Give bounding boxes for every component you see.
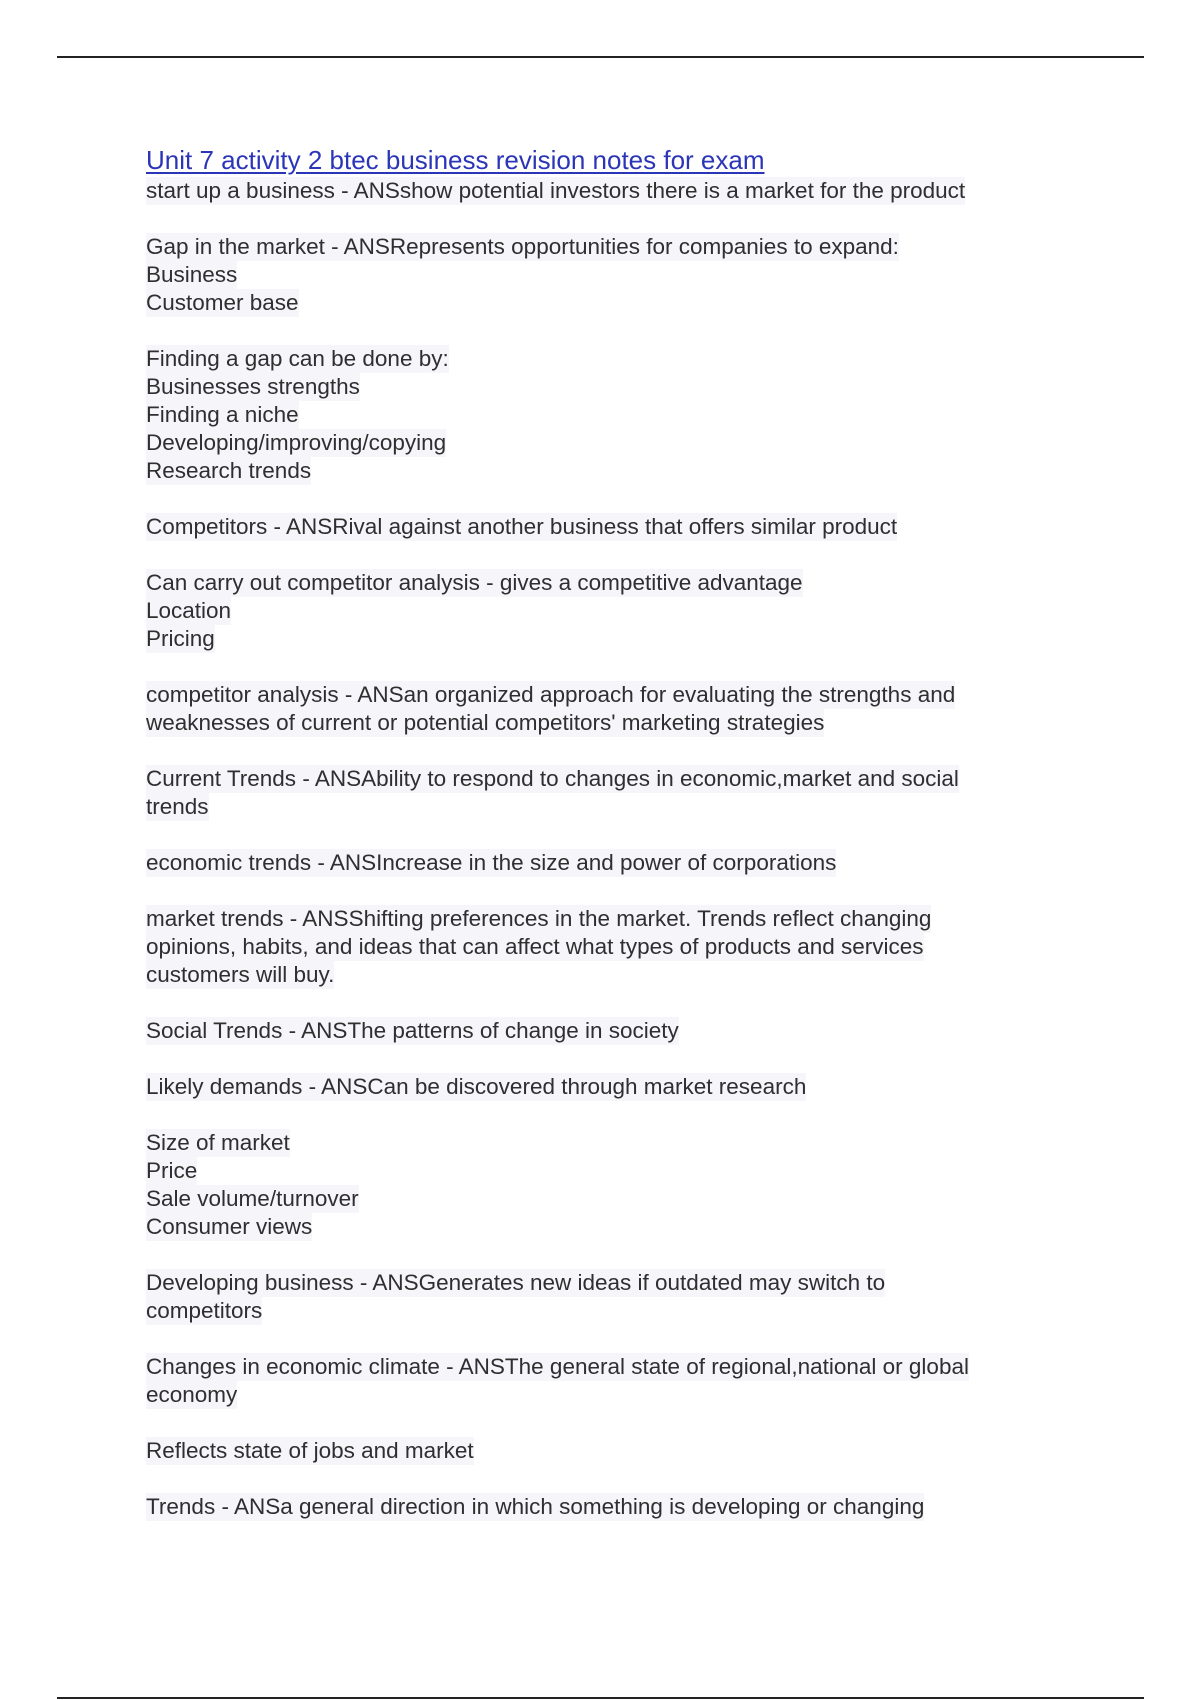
note-line: Developing/improving/copying (146, 430, 447, 455)
footer-rule (57, 1697, 1144, 1699)
note-line: Business (146, 262, 238, 287)
note-line: Competitors - ANSRival against another business that offers similar product (146, 514, 898, 539)
note-entry (146, 1353, 1076, 1409)
note-entry (146, 1269, 1076, 1325)
note-line: trends (146, 794, 209, 819)
note-entry (146, 569, 1076, 653)
note-line: Current Trends - ANSAbility to respond to changes in economic,market and social (146, 766, 959, 791)
note-entry (146, 233, 1076, 317)
note-entry (146, 905, 1076, 989)
note-line: Gap in the market - ANSRepresents opportunities for companies to expand: (146, 234, 899, 259)
note-line: Changes in economic climate - ANSThe general state of regional,national or global (146, 1354, 969, 1379)
header-rule (57, 56, 1144, 58)
note-line: competitor analysis - ANSan organized approach for evaluating the strengths and (146, 682, 956, 707)
notes-list (146, 177, 1076, 1521)
note-line: Can carry out competitor analysis - gives a competitive advantage (146, 570, 803, 595)
note-entry (146, 1493, 1076, 1521)
note-line: Finding a gap can be done by: (146, 346, 449, 371)
note-line: competitors (146, 1298, 263, 1323)
note-line: Businesses strengths (146, 374, 360, 399)
note-line: economy (146, 1382, 238, 1407)
note-line: Pricing (146, 626, 215, 651)
note-entry (146, 513, 1076, 541)
note-line: Location (146, 598, 232, 623)
note-line: start up a business - ANSshow potential investors there is a market for the product (146, 178, 966, 203)
note-entry (146, 681, 1076, 737)
note-line: Developing business - ANSGenerates new ideas if outdated may switch to (146, 1270, 886, 1295)
note-line: Reflects state of jobs and market (146, 1438, 474, 1463)
note-line: Social Trends - ANSThe patterns of change in society (146, 1018, 679, 1043)
note-entry (146, 1437, 1076, 1465)
note-entry (146, 1073, 1076, 1101)
note-entry (146, 345, 1076, 485)
note-line: Price (146, 1158, 198, 1183)
note-entry (146, 849, 1076, 877)
document-body (146, 143, 1076, 1549)
note-line: Trends - ANSa general direction in which something is developing or changing (146, 1494, 925, 1519)
note-line: market trends - ANSShifting preferences in the market. Trends reflect changing (146, 906, 932, 931)
note-line: Customer base (146, 290, 299, 315)
note-line: customers will buy. (146, 962, 335, 987)
note-entry (146, 1017, 1076, 1045)
note-line: Likely demands - ANSCan be discovered through market research (146, 1074, 807, 1099)
note-entry (146, 1129, 1076, 1241)
note-line: Consumer views (146, 1214, 313, 1239)
note-line: Sale volume/turnover (146, 1186, 359, 1211)
note-line: economic trends - ANSIncrease in the size and power of corporations (146, 850, 837, 875)
note-entry (146, 177, 1076, 205)
note-line: weaknesses of current or potential competitors' marketing strategies (146, 710, 825, 735)
note-entry (146, 765, 1076, 821)
note-line: opinions, habits, and ideas that can affect what types of products and services (146, 934, 924, 959)
note-line: Research trends (146, 458, 312, 483)
note-line: Size of market (146, 1130, 290, 1155)
document-title-link[interactable]: Unit 7 activity 2 btec business revision notes for exam (146, 145, 765, 175)
note-line: Finding a niche (146, 402, 299, 427)
